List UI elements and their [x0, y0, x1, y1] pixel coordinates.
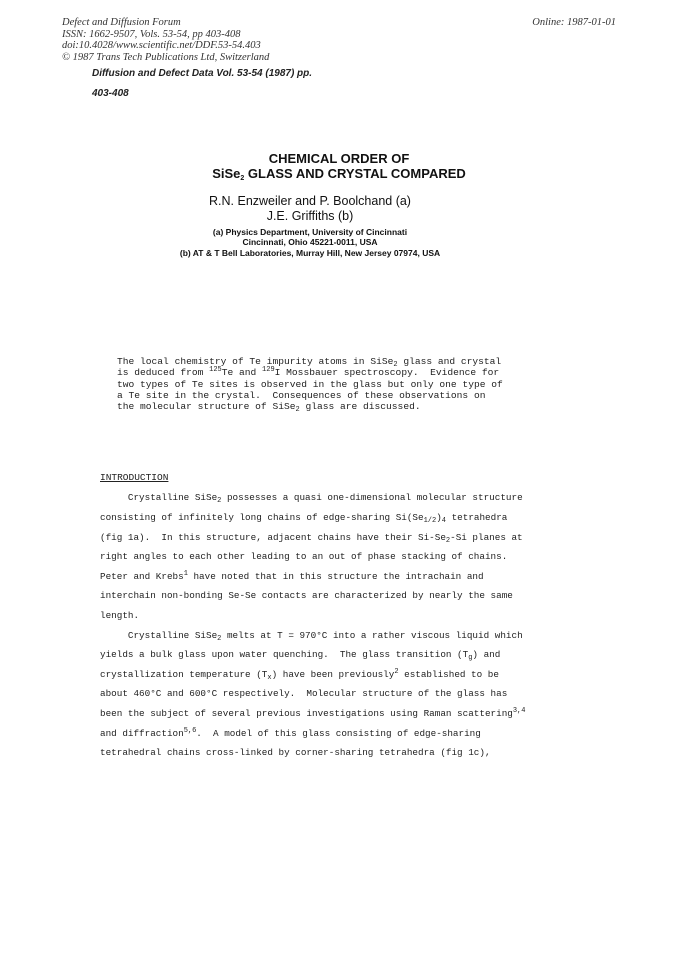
body-line: crystallization temperature $(T_x)$ have been previously$^2$ established to be [100, 668, 499, 682]
paper-title-line-1: CHEMICAL ORDER OF [268, 151, 410, 166]
body-line: Crystalline SiSe$_2$ melts at T = 970°C into a rather viscous liquid which [100, 630, 523, 643]
abstract-line: is deduced from $^{125}$Te and $^{129}$I Mossbauer spectroscopy. Evidence for [117, 366, 500, 378]
body-line: tetrahedral chains cross-linked by corner-sharing tetrahedra (fig 1c), [100, 747, 491, 758]
body-line: length. [100, 610, 140, 621]
online-date: Online: 1987-01-01 [532, 17, 616, 28]
body-line: yields a bulk glass upon water quenching. The glass transition $(T_g)$ and [100, 649, 501, 662]
affiliation-a-address: Cincinnati, Ohio 45221-0011, USA [242, 237, 378, 247]
body-line: right angles to each other leading to an out of phase stacking of chains. [100, 551, 508, 562]
body-line: (fig 1a). In this structure, adjacent chains have their $Si-Se_2-Si$ planes at [100, 532, 523, 545]
affiliation-b: (b) AT & T Bell Laboratories, Murray Hill, New Jersey 07974, USA [179, 248, 441, 258]
affiliation-a: (a) Physics Department, University of Cincinnati [212, 227, 408, 237]
authors-line-2: J.E. Griffiths (b) [266, 209, 354, 223]
journal-header [62, 17, 269, 63]
body-line: been the subject of several previous investigations using Raman scattering$^{3,4}$ [100, 707, 526, 719]
body-line: Peter and Krebs$^1$ have noted that in this structure the intrachain and [100, 570, 484, 582]
cutoff-header-line: Diffusion and Defect Data Vol. 53-54 (1987) pp. 403-408 [92, 68, 313, 99]
body-line: interchain non-bonding Se-Se contacts are characterized by nearly the same [100, 590, 513, 601]
body-line: about 460°C and 600°C respectively. Molecular structure of the glass has [100, 688, 508, 699]
abstract-line: the molecular structure of SiSe$_2$ glass are discussed. [117, 401, 421, 414]
body-line: and diffraction$^{5,6}$. A model of this glass consisting of edge-sharing [100, 727, 481, 739]
journal-copyright: © 1987 Trans Tech Publications Ltd, Switzerland [62, 51, 270, 63]
body-line: Crystalline SiSe$_2$ possesses a quasi one-dimensional molecular structure [100, 492, 523, 505]
abstract-line: a Te site in the crystal. Consequences of these observations on [117, 390, 486, 401]
paper-title-line-2: SiSe$_2$ GLASS AND CRYSTAL COMPARED [212, 166, 466, 182]
abstract-line: two types of Te sites is observed in the glass but only one type of [117, 379, 503, 390]
section-heading-introduction: INTRODUCTION [100, 472, 169, 483]
journal-issn: ISSN: 1662-9507, Vols. 53-54, pp 403-408 [62, 28, 241, 40]
journal-name: Defect and Diffusion Forum [62, 17, 181, 28]
authors-line-1: R.N. Enzweiler and P. Boolchand (a) [209, 194, 411, 208]
journal-doi: doi:10.4028/www.scientific.net/DDF.53-54.403 [62, 40, 261, 51]
body-line: consisting of infinitely long chains of edge-sharing $Si(Se_{1/2})_4$ tetrahedra [100, 512, 508, 525]
abstract-line: The local chemistry of Te impurity atoms in SiSe$_2$ glass and crystal [117, 356, 502, 369]
